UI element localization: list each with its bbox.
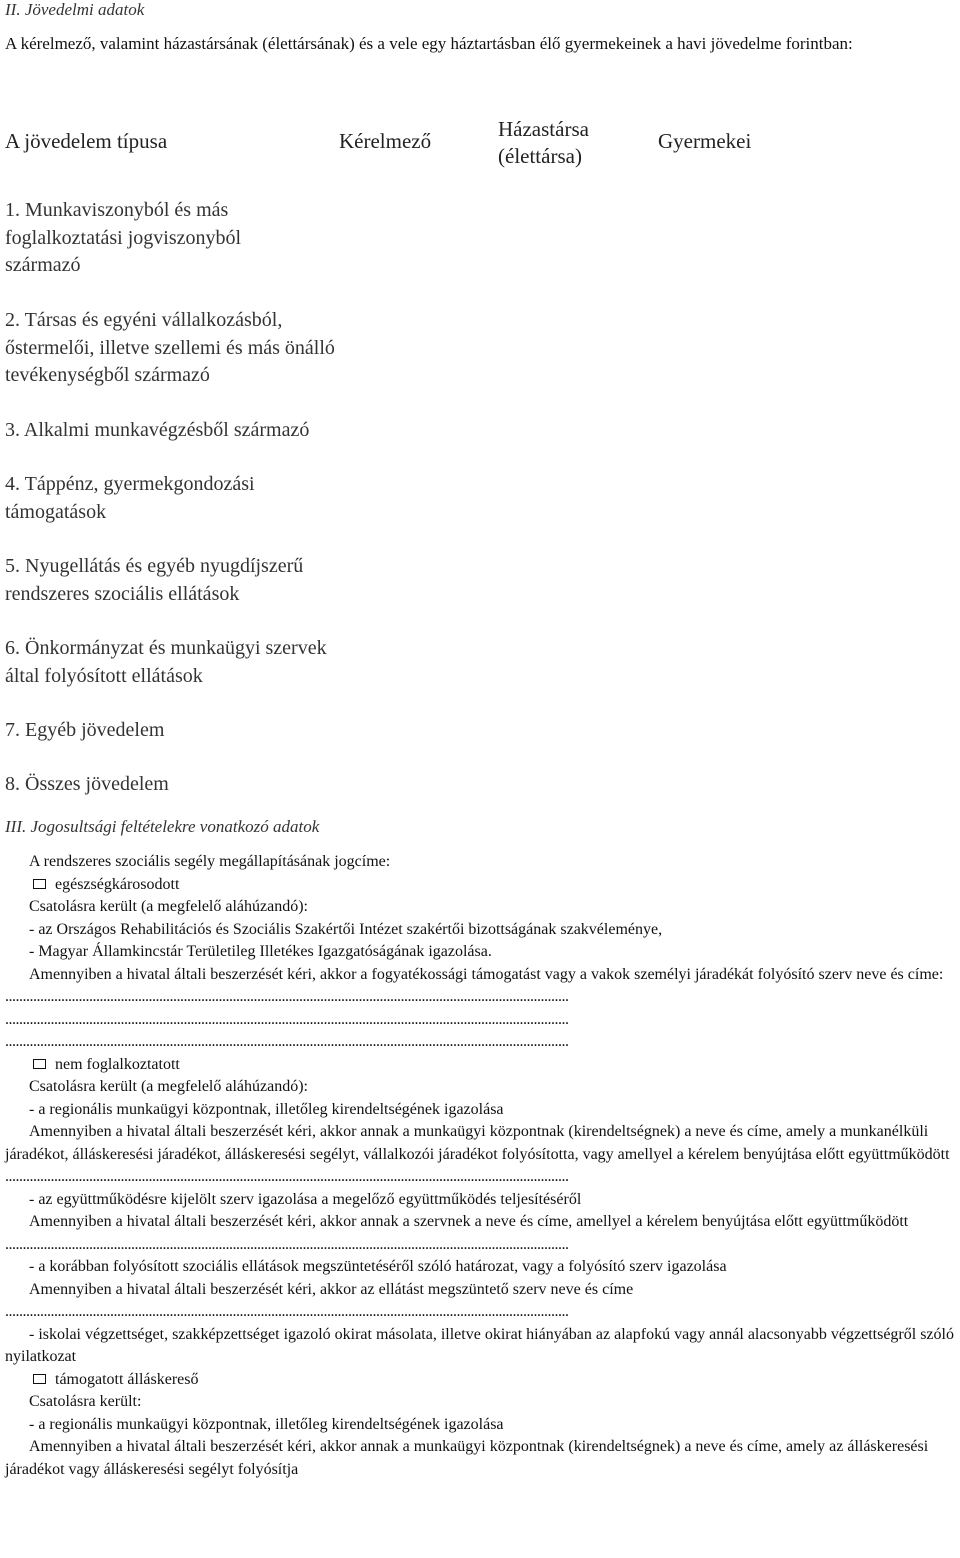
attachment-item: - iskolai végzettséget, szakképzettséget igazoló okirat másolata, illetve okirat hiányában az alapfokú vagy annál alacsonyabb végzettségről szóló nyilatkozat: [5, 1325, 954, 1365]
fill-line[interactable]: .................................................................................................................................................................: [5, 1168, 569, 1185]
attachment-item: - az együttműködésre kijelölt szerv igazolása a megelőző együttműködés teljesítéséről: [29, 1190, 582, 1208]
attached-label: Csatolásra került (a megfelelő aláhúzandó):: [29, 898, 308, 915]
income-row-6: 6. Önkormányzat és munkaügyi szervek által folyósított ellátások: [5, 637, 327, 687]
checkbox-disabled[interactable]: [33, 879, 46, 889]
request-note: Amennyiben a hivatal általi beszerzését kéri, akkor annak a szervnek a neve és címe, amellyel a kérelem benyújtása előtt együttműködött: [29, 1213, 909, 1230]
request-note: Amennyiben a hivatal általi beszerzését kéri, akkor annak a munkaügyi központnak (kirendeltségnek) a neve és címe, amely az álláskeresési járadékot vagy álláskeresési segélyt folyósítja: [5, 1438, 929, 1478]
option-disabled-label: egészségkárosodott: [55, 875, 180, 893]
checkbox-supported-jobseeker[interactable]: [33, 1374, 46, 1384]
header-spouse-line2: (élettársa): [498, 144, 582, 168]
income-row-5: 5. Nyugellátás és egyéb nyugdíjszerű rendszeres szociális ellátások: [5, 555, 304, 605]
fill-line[interactable]: .................................................................................................................................................................: [5, 1235, 569, 1253]
attachment-item: - a korábban folyósított szociális ellátások megszüntetéséről szóló határozat, vagy a folyósító szerv igazolása: [29, 1258, 727, 1275]
income-row-3: 3. Alkalmi munkavégzésből származó: [5, 419, 310, 441]
attachment-item: - az Országos Rehabilitációs és Szociális Szakértői Intézet szakértői bizottságának szakvéleménye,: [29, 920, 663, 938]
section-title-eligibility: III. Jogosultsági feltételekre vonatkozó adatok: [5, 817, 320, 836]
option-supported-jobseeker: [5, 1369, 960, 1392]
request-note: Amennyiben a hivatal általi beszerzését kéri, akkor a fogyatékossági támogatást vagy a vakok személyi járadékát folyósító szerv neve és címe:: [29, 965, 944, 983]
header-spouse-line1: Házastársa: [498, 117, 589, 141]
option-supported-jobseeker-label: támogatott álláskereső: [55, 1370, 199, 1388]
income-row-4: 4. Táppénz, gyermekgondozási támogatások: [5, 473, 255, 523]
header-applicant: Kérelmező: [339, 129, 432, 153]
eligibility-section: [5, 851, 960, 1481]
income-row-7: 7. Egyéb jövedelem: [5, 719, 165, 741]
checkbox-unemployed[interactable]: [33, 1059, 46, 1069]
legal-basis-label: A rendszeres szociális segély megállapításának jogcíme:: [29, 853, 391, 870]
section-title-income: II. Jövedelmi adatok: [5, 0, 145, 19]
header-children: Gyermekei: [658, 129, 752, 153]
income-row-1: 1. Munkaviszonyból és más foglalkoztatási jogviszonyból származó: [5, 199, 242, 276]
request-note: Amennyiben a hivatal általi beszerzését kéri, akkor annak a munkaügyi központnak (kirendeltségnek) a neve és címe, amely a munkanélküli járadékot, álláskeresési járadékot, álláskeresési segélyt, vállalkozói járadékot folyósította, vagy amellyel a kérelem benyújtása előtt együttműködött: [5, 1123, 950, 1163]
section-intro: A kérelmező, valamint házastársának (élettársának) és a vele egy háztartásban élő gyermekeinek a havi jövedelme forintban:: [5, 34, 853, 53]
income-row-8: 8. Összes jövedelem: [5, 773, 169, 795]
option-unemployed-label: nem foglalkoztatott: [55, 1055, 180, 1073]
attachment-item: - Magyar Államkincstár Területileg Illetékes Igazgatóságának igazolása.: [29, 943, 492, 960]
option-unemployed: [5, 1054, 960, 1077]
attachment-item: - a regionális munkaügyi központnak, illetőleg kirendeltségének igazolása: [29, 1100, 504, 1118]
fill-line[interactable]: .................................................................................................................................................................: [5, 1010, 569, 1028]
attached-label: Csatolásra került:: [29, 1393, 142, 1410]
fill-line[interactable]: .................................................................................................................................................................: [5, 988, 569, 1005]
attachment-item: - a regionális munkaügyi központnak, illetőleg kirendeltségének igazolása: [29, 1415, 504, 1433]
income-row-2: 2. Társas és egyéni vállalkozásból, őstermelői, illetve szellemi és más önálló tevékenységből származó: [5, 309, 335, 386]
option-disabled: [5, 874, 960, 897]
header-spouse: [498, 116, 589, 170]
fill-line[interactable]: .................................................................................................................................................................: [5, 1033, 569, 1050]
header-income-type: A jövedelem típusa: [5, 129, 168, 153]
fill-line[interactable]: .................................................................................................................................................................: [5, 1303, 569, 1320]
attached-label: Csatolásra került (a megfelelő aláhúzandó):: [29, 1078, 308, 1095]
request-note: Amennyiben a hivatal általi beszerzését kéri, akkor az ellátást megszüntető szerv neve és címe: [29, 1280, 634, 1298]
